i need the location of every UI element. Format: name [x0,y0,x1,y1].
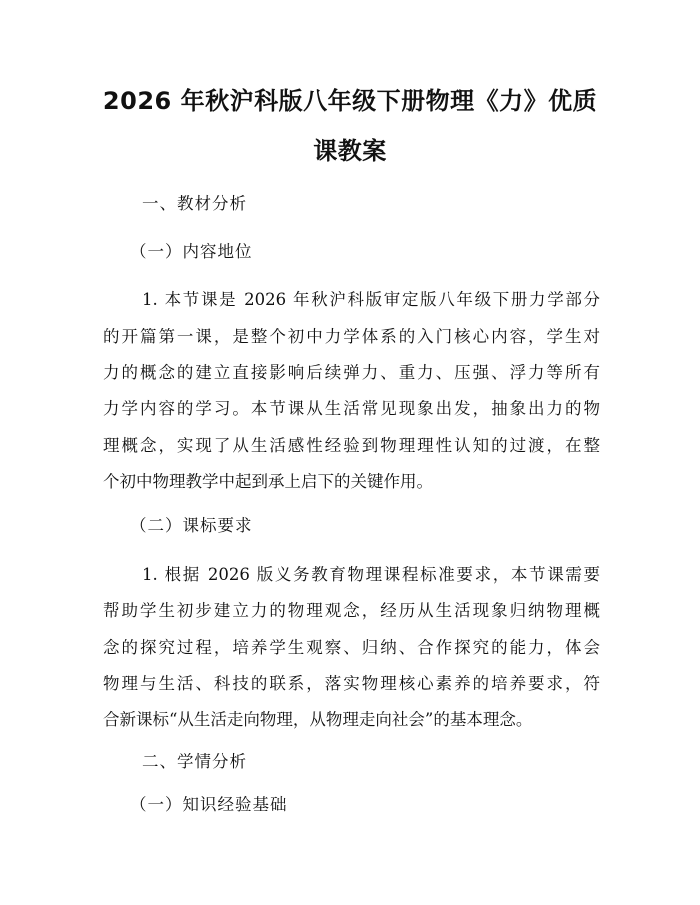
paragraph-curriculum-requirements-line: 帮助学生初步建立力的物理观念，经历从生活现象归纳物理概 [103,601,600,620]
paragraph-curriculum-requirements-line: 合新课标“从生活走向物理，从物理走向社会”的基本理念。 [103,710,533,729]
paragraph-curriculum-requirements-line: 1. 根据 2026 版义务教育物理课程标准要求，本节课需要 [142,565,600,584]
paragraph-curriculum-requirements-line: 物理与生活、科技的联系，落实物理核心素养的培养要求，符 [103,674,600,693]
paragraph-content-position-line: 的开篇第一课，是整个初中力学体系的入门核心内容，学生对 [103,327,600,346]
paragraph-content-position-line: 力学内容的学习。本节课从生活常见现象出发，抽象出力的物 [103,399,600,418]
paragraph-content-position-line: 个初中物理教学中起到承上启下的关键作用。 [103,472,433,491]
paragraph-curriculum-requirements-line: 念的探究过程，培养学生观察、归纳、合作探究的能力，体会 [103,638,600,657]
subsection-heading-curriculum-requirements: （二）课标要求 [130,516,253,535]
section-heading-teaching-material-analysis: 一、教材分析 [142,194,247,213]
section-heading-learner-analysis: 二、学情分析 [142,752,247,771]
paragraph-content-position-line: 理概念，实现了从生活感性经验到物理理性认知的过渡，在整 [103,436,600,455]
paragraph-content-position-line: 力的概念的建立直接影响后续弹力、重力、压强、浮力等所有 [103,363,600,382]
document-title-line-2: 课教案 [313,137,387,165]
document-title-line-1: 2026 年秋沪科版八年级下册物理《力》优质 [102,87,598,115]
subsection-heading-knowledge-experience: （一）知识经验基础 [130,795,288,814]
paragraph-content-position-line: 1. 本节课是 2026 年秋沪科版审定版八年级下册力学部分 [142,290,600,309]
subsection-heading-content-position: （一）内容地位 [130,242,253,261]
